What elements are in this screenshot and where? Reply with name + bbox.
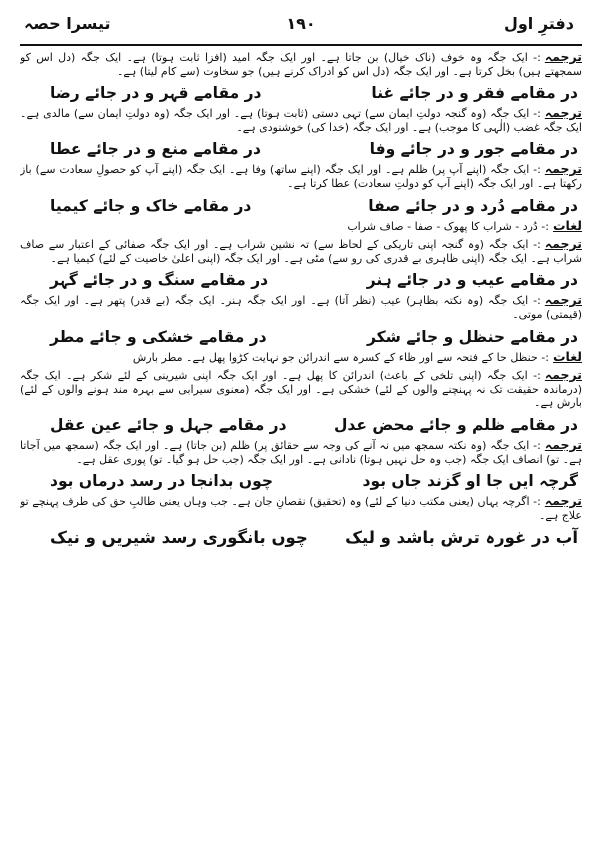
verse-line	[20, 269, 582, 291]
gloss-label: ترجمہ	[544, 161, 582, 177]
gloss-paragraph	[20, 494, 582, 522]
verse-first-hemistich: آب در غورہ ترش باشد و لیک	[345, 528, 578, 548]
verse-line	[20, 470, 582, 492]
verse-second-hemistich: در مقامے خشکی و جائے مطر	[50, 327, 267, 346]
gloss-paragraph	[20, 106, 582, 134]
verse-line	[20, 82, 582, 104]
gloss-text: :- دُرد - شراب کا پھوک - صفا - صاف شراب	[347, 219, 549, 233]
gloss-label: ترجمہ	[544, 105, 582, 121]
gloss-paragraph	[20, 162, 582, 190]
page-body	[20, 50, 582, 836]
verse-line	[20, 138, 582, 160]
verse-line	[20, 195, 582, 217]
verse-line	[20, 526, 582, 550]
verse-first-hemistich: در مقامے ظلم و جائے محض عدل	[333, 415, 578, 434]
gloss-label: ترجمہ	[544, 292, 582, 308]
gloss-text: :- اگرچہ یہاں (یعنی مکتب دنیا کے لئے) وہ (تحقیق) نقصانِ جان ہے۔ جب وہاں یعنی طالبِ حق کی طرف پہنچے تو علاج ہے۔	[20, 495, 582, 522]
verse-second-hemistich: در مقامے منع و در جائے عطا	[50, 140, 261, 159]
gloss-label: لغات	[552, 217, 582, 233]
gloss-text: :- حنظل حا کے فتحہ سے اور ظاء کے کسرہ سے اندرائن جو نہایت کڑوا پھل ہے۔ مطر بارش	[132, 350, 549, 364]
verse-first-hemistich: گرچہ ایں جا او گزند جاں بود	[362, 472, 578, 491]
verse-first-hemistich: در مقامے عیب و در جائے ہنر	[366, 271, 578, 290]
page-header	[20, 10, 582, 46]
verse-second-hemistich: چوں بانگوری رسد شیریں و نیک	[50, 528, 308, 548]
part-title: تیسرا حصہ	[24, 14, 111, 33]
volume-title: دفترِ اول	[503, 14, 574, 33]
gloss-paragraph	[20, 50, 582, 78]
gloss-paragraph	[20, 350, 582, 365]
book-page	[20, 10, 582, 838]
verse-first-hemistich: در مقامے جور و در جائے وفا	[369, 140, 578, 159]
gloss-text: :- ایک جگہ (وہ گنجہ دولتِ ایمان سے) تہی دستی (ثابت ہوتا) ہے۔ اور ایک جگہ (وہ دولتِ ایمان سے) مالدی ہے۔ ایک جگہ غضب (الٰہی کا موجب) ہے۔ اور ایک جگہ (خدا کی) خوشنودی ہے۔	[20, 107, 582, 134]
gloss-text: :- ایک جگہ (وہ نکتہ بظاہر) عیب (نظر آتا) ہے۔ اور ایک جگہ ہنر۔ ایک جگہ (بے قدر) پتھر ہے۔ اور ایک جگہ (قیمتی) موتی۔	[20, 294, 582, 321]
gloss-label: ترجمہ	[544, 436, 582, 452]
page-number: ۱۹۰	[286, 14, 316, 33]
gloss-text: :- ایک جگہ (وہ نکتہ سمجھ میں نہ آنے کی وجہ سے حقائق پر) ظلم (بن جاتا) ہے۔ اور ایک جگہ (سمجھ میں آجاتا ہے۔ تو) انصاف ایک جگہ (جب وہ حل نہیں ہوتا) نادانی ہے۔ اور ایک جگہ (جب حل ہو گیا۔ تو) پوری عقل ہے۔	[20, 438, 582, 466]
gloss-paragraph	[20, 293, 582, 321]
verse-line	[20, 326, 582, 348]
verse-second-hemistich: در مقامے سنگ و در جائے گہر	[50, 271, 269, 290]
verse-second-hemistich: در مقامے جہل و جائے عین عقل	[50, 415, 287, 434]
gloss-text: :- ایک جگہ (اپنی تلخی کے باعث) اندرائن کا پھل ہے۔ اور ایک جگہ اپنی شیرینی کے لئے شکر ہے۔ ایک جگہ (درماندہ حقیقت تک نہ پہنچنے والوں کے لئے) خشکی ہے۔ اور ایک جگہ (معنوی سیرابی سے بہرہ مند ہونے والوں کے لئے) بارش ہے۔	[20, 369, 582, 410]
gloss-label: ترجمہ	[544, 236, 582, 252]
gloss-text: :- ایک جگہ (اپنے آپ پر) ظلم ہے۔ اور ایک جگہ (اپنے ساتھ) وفا ہے۔ ایک جگہ (اپنے آپ کو حصولِ سعادت سے) باز رکھتا ہے۔ اور ایک جگہ (اپنے آپ کو دولتِ سعادت) عطا کرتا ہے۔	[20, 163, 582, 190]
gloss-paragraph	[20, 219, 582, 234]
gloss-label: ترجمہ	[544, 367, 582, 383]
gloss-paragraph	[20, 438, 582, 466]
gloss-paragraph	[20, 368, 582, 410]
header-rule	[20, 44, 582, 46]
verse-first-hemistich: در مقامے فقر و در جائے غنا	[371, 84, 578, 103]
verse-second-hemistich: در مقامے خاک و جائے کیمیا	[50, 196, 252, 215]
gloss-text: :- ایک جگہ (وہ گنجہ اپنی تاریکی کے لحاظ سے) تہ نشین شراب ہے۔ اور ایک جگہ صفائی کے اعتبار سے صاف شراب ہے۔ ایک جگہ (اپنی ظاہری بے قدری کی رو سے) مٹی ہے۔ اور ایک جگہ (اپنی اعلیٰ خاصیت کے لئے) کیمیا ہے۔	[20, 238, 582, 265]
gloss-text: :- ایک جگہ وہ خوف (ناک خیال) بن جاتا ہے۔ اور ایک جگہ امید (افزا ثابت ہوتا) ہے۔ ایک جگہ (دل اس کو سمجھتے ہیں) بخل کرتا ہے۔ اور ایک جگہ (دل اس کو ادراک کرنے ہیں) جو سخاوت (سے کام لیتا) ہے۔	[20, 51, 582, 78]
gloss-paragraph	[20, 237, 582, 265]
verse-second-hemistich: در مقامے قہر و در جائے رضا	[50, 84, 262, 103]
verse-line	[20, 414, 582, 436]
gloss-label: ترجمہ	[544, 50, 582, 64]
gloss-label: ترجمہ	[544, 493, 582, 509]
gloss-label: لغات	[552, 348, 582, 364]
verse-first-hemistich: در مقامے حنظل و جائے شکر	[367, 327, 578, 346]
verse-first-hemistich: در مقامے دُرد و در جائے صفا	[368, 196, 578, 215]
verse-second-hemistich: چوں بدانجا در رسد درماں بود	[50, 472, 274, 491]
